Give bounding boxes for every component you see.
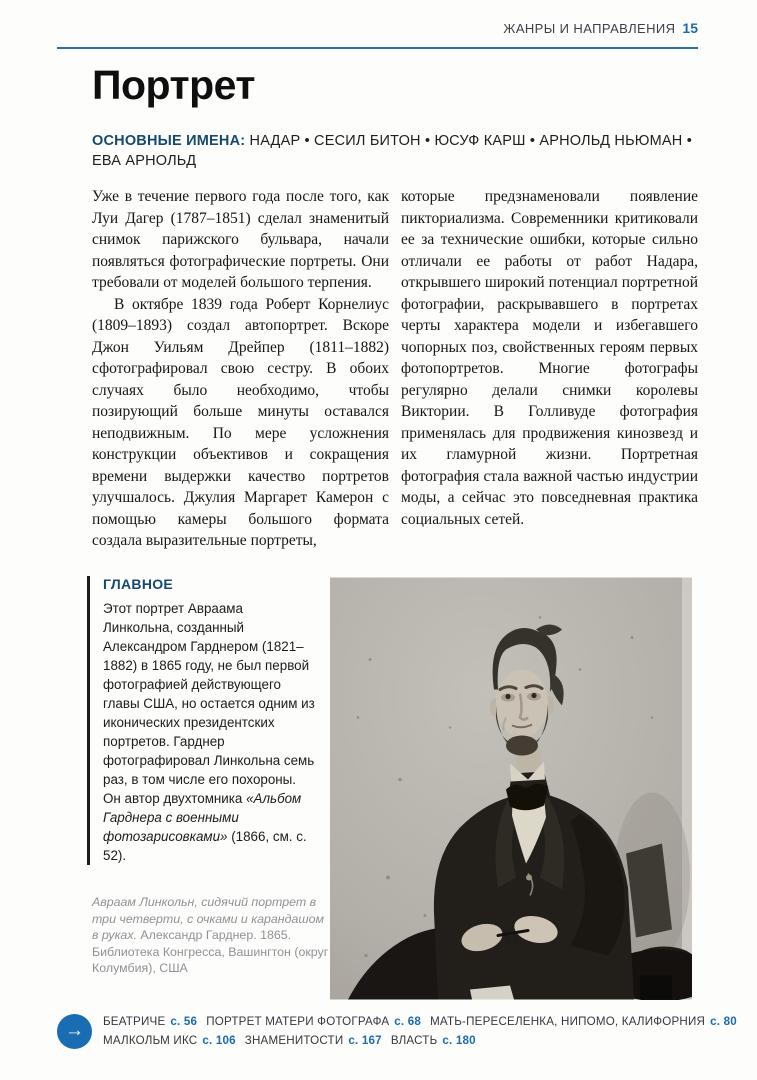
page-title: Портрет (92, 62, 255, 108)
footer-entry-label: МАЛКОЛЬМ ИКС (103, 1034, 198, 1047)
footer-line (103, 1012, 746, 1031)
text-segment: (1866, см. с. 52). (103, 829, 307, 863)
page-number: 15 (682, 20, 698, 36)
footer-entry-page-ref: с. 68 (394, 1015, 422, 1028)
text-segment: Александр Гарднер. 1865. Библиотека Конгресса, Вашингтон (округ Колумбия), США (92, 928, 329, 975)
footer-entry-page-ref: с. 180 (442, 1034, 476, 1047)
footer-entry-label: БЕАТРИЧЕ (103, 1015, 166, 1028)
footer-entry-page-ref: с. 56 (170, 1015, 198, 1028)
footer-entry (430, 1015, 737, 1028)
footer-entry (206, 1015, 421, 1028)
footer-entry-page-ref: с. 80 (710, 1015, 737, 1028)
footer-entry (103, 1034, 236, 1047)
paragraph: В октябре 1839 года Роберт Корнелиус (1809–1893) создал автопортрет. Вскоре Джон Уильям Дрейпер (1811–1882) сфотографировал свою сестру. В обоих случаях было необходимо, чтобы позирующий больше минуты оставался неподвижным. По мере усложнения конструкции объективов и сокращения времени выдержки качество портретов улучшалось. Джулия Маргарет Камерон с помощью камеры большого формата создала выразительные портреты, (92, 295, 389, 549)
paragraph: которые предзнаменовали появление пикториализма. Современники критиковали ее за технические ошибки, которые сильно отличали ее работы от работ Надара, открывшего широкий потенциал портретной фотографии, раскрывавшего в портретах черты характера модели и избегавшего чопорных поз, свойственных героям первых фотопортретов. Многие фотографы регулярно делали снимки королевы Виктории. В Голливуде фотография применялась для продвижения кинозвезд и их гламурной жизни. Портретная фотография стала важной частью индустрии моды, а сейчас это повседневная практика социальных сетей. (401, 188, 698, 528)
text-segment: Авраам Линкольн, сидячий портрет в три четверти, с очками и карандашом в руках. (92, 895, 325, 942)
page-footer (57, 1012, 737, 1050)
sidebar-heading: ГЛАВНОЕ (103, 576, 174, 592)
key-names (92, 131, 692, 171)
text-segment: Этот портрет Авраама Линкольна, созданный Александром Гарднером (1821–1882) в 1865 году, не был первой фотографией действующего главы США, но остается одним из иконических президентских портретов. Гарднер фотографировал Линкольна семь раз, в том числе его похороны. Он автор двухтомника (103, 601, 315, 806)
footer-entry (103, 1015, 197, 1028)
lincoln-photo (330, 577, 692, 1000)
key-names-list: НАДАР • СЕСИЛ БИТОН • ЮСУФ КАРШ • АРНОЛЬД НЬЮМАН • ЕВА АРНОЛЬД (92, 133, 692, 169)
key-names-label: ОСНОВНЫЕ ИМЕНА: (92, 133, 246, 149)
footer-entry-page-ref: с. 167 (348, 1034, 382, 1047)
footer-entry (391, 1034, 476, 1047)
footer-entry-label: ПОРТРЕТ МАТЕРИ ФОТОГРАФА (206, 1015, 390, 1028)
footer-entry (245, 1034, 382, 1047)
sidebar-body (103, 599, 315, 865)
footer-entry-label: ВЛАСТЬ (390, 1034, 438, 1047)
footer-references (103, 1012, 746, 1050)
arrow-right-icon: → (57, 1014, 92, 1049)
section-title: ЖАНРЫ И НАПРАВЛЕНИЯ (503, 21, 676, 36)
footer-entry-label: ЗНАМЕНИТОСТИ (244, 1034, 344, 1047)
footer-entry-label: МАТЬ-ПЕРЕСЕЛЕНКА, НИПОМО, КАЛИФОРНИЯ (430, 1015, 706, 1028)
paragraph: Уже в течение первого года после того, как Луи Дагер (1787–1851) сделал знаменитый снимок парижского бульвара, начали появляться фотографические портреты. Они требовали от моделей большого терпения. (92, 188, 389, 291)
lincoln-portrait-illustration (330, 577, 692, 1000)
page-header (57, 20, 698, 49)
article-column-left (92, 186, 389, 552)
text-segment: «Альбом Гарднера с военными фотозарисовками» (103, 791, 302, 844)
article-columns (92, 186, 698, 552)
article-column-right (401, 186, 698, 552)
footer-entry-page-ref: с. 106 (202, 1034, 236, 1047)
footer-line (103, 1031, 746, 1050)
photo-caption (92, 894, 332, 977)
key-fact-sidebar (87, 576, 315, 865)
figure-bow-tie (506, 784, 548, 810)
